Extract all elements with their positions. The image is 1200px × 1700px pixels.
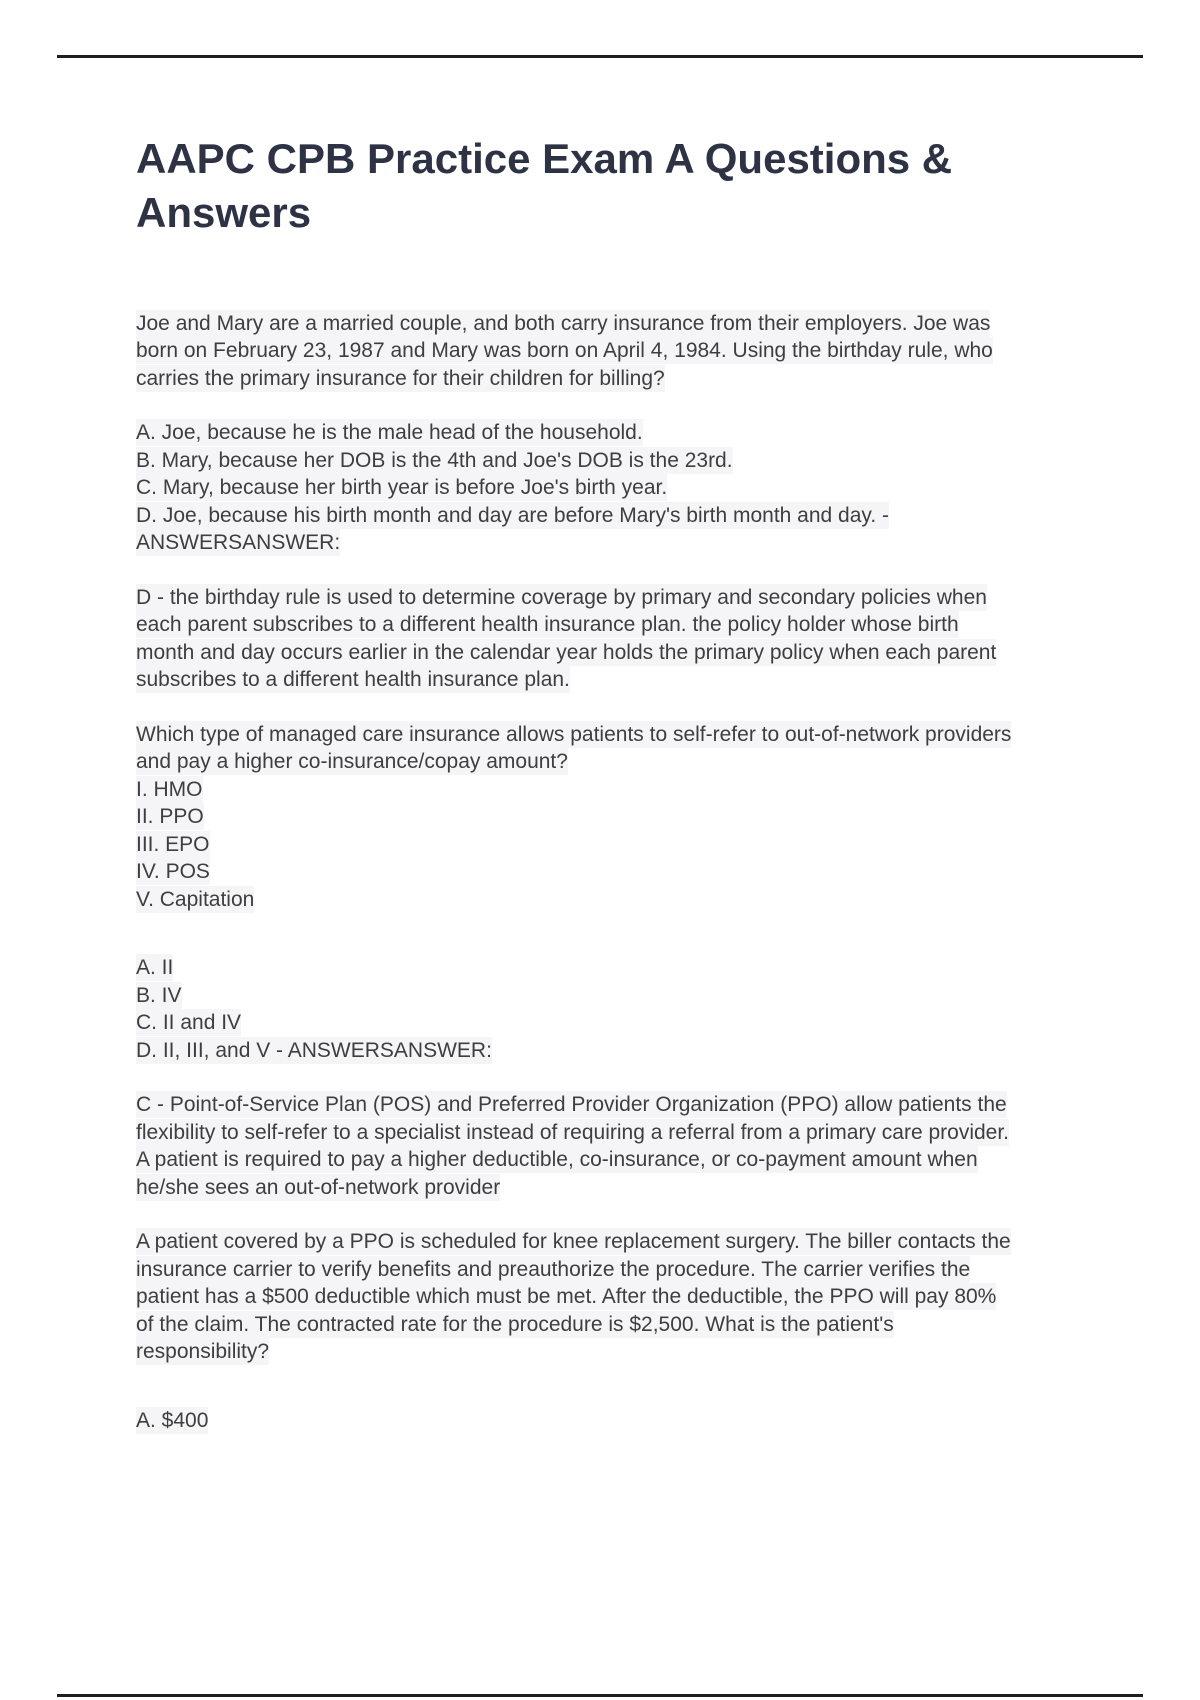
question-2-option-a: A. II xyxy=(136,956,174,979)
document-content xyxy=(136,132,1012,1461)
question-2-answer-explanation xyxy=(136,1091,1012,1201)
bottom-horizontal-rule xyxy=(57,1694,1143,1697)
question-2-item-2: II. PPO xyxy=(136,805,204,828)
question-2-option-b: B. IV xyxy=(136,983,182,1007)
question-2-option-d: D. II, III, and V - ANSWERSANSWER: xyxy=(136,1038,492,1062)
question-2-text-highlight: Which type of managed care insurance allows patients to self-refer to out-of-network providers and pay a higher co-insurance/copay amount? xyxy=(136,722,1012,773)
question-2-item-4: IV. POS xyxy=(136,860,210,883)
question-3-text-highlight: A patient covered by a PPO is scheduled for knee replacement surgery. The biller contacts the insurance carrier to verify benefits and preauthorize the procedure. The carrier verifies the patient has a $500 deductible which must be met. After the deductible, the PPO will pay 80% of the claim. The contracted rate for the procedure is $2,500. What is the patient's responsibility? xyxy=(136,1230,1011,1363)
document-title: AAPC CPB Practice Exam A Questions & Answers xyxy=(136,135,953,236)
question-3-options xyxy=(136,1407,1012,1435)
question-2-item-1: I. HMO xyxy=(136,777,203,801)
question-3-text xyxy=(136,1228,1012,1366)
question-1-answer-explanation xyxy=(136,584,1012,694)
question-1-text-highlight: Joe and Mary are a married couple, and both carry insurance from their employers. Joe was born on February 23, 1987 and Mary was born on April 4, 1984. Using the birthday rule, who carries the primary insurance for their children for billing? xyxy=(136,311,993,390)
question-1-answer-highlight: D - the birthday rule is used to determine coverage by primary and secondary policies when each parent subscribes to a different health insurance plan. the policy holder whose birth month and day occurs earlier in the calendar year holds the primary policy when each parent subscribes to a different health insurance plan. xyxy=(136,585,997,691)
question-1-option-a: A. Joe, because he is the male head of the household. xyxy=(136,421,643,444)
top-horizontal-rule xyxy=(57,55,1143,58)
question-1-option-d: D. Joe, because his birth month and day are before Mary's birth month and day. - ANSWERSANSWER: xyxy=(136,503,890,554)
question-2-answer-highlight: C - Point-of-Service Plan (POS) and Preferred Provider Organization (PPO) allow patients the flexibility to self-refer to a specialist instead of requiring a referral from a primary care provider. A patient is required to pay a higher deductible, co-insurance, or co-payment amount when he/she sees an out-of-network provider xyxy=(136,1093,1010,1199)
question-2-options xyxy=(136,954,1012,1064)
question-1-options xyxy=(136,419,1012,557)
question-2-text xyxy=(136,721,1012,914)
question-2-item-5: V. Capitation xyxy=(136,887,255,911)
question-1-option-c: C. Mary, because her birth year is before Joe's birth year. xyxy=(136,476,668,499)
question-2-item-3: III. EPO xyxy=(136,832,210,856)
question-1-option-b: B. Mary, because her DOB is the 4th and Joe's DOB is the 23rd. xyxy=(136,448,733,472)
question-2-option-c: C. II and IV xyxy=(136,1011,242,1034)
question-1-text xyxy=(136,310,1012,393)
question-3-option-a: A. $400 xyxy=(136,1408,209,1432)
